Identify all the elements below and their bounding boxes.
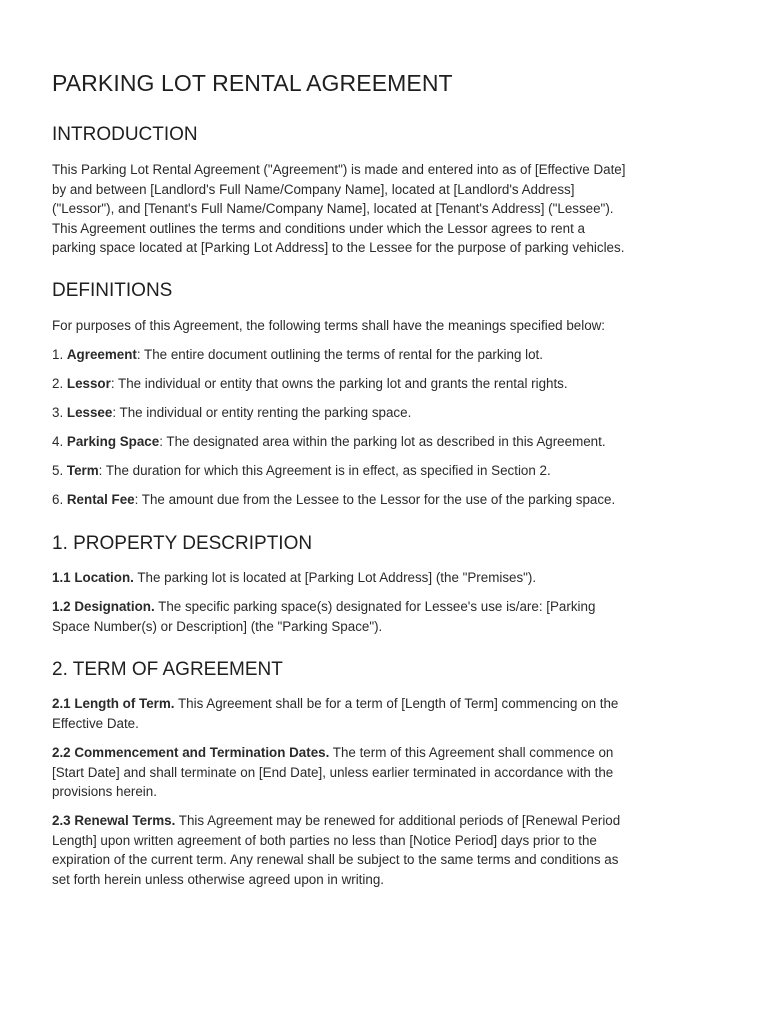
definition-number: 6. (52, 492, 67, 507)
term-of-agreement-heading: 2. TERM OF AGREEMENT (52, 659, 283, 680)
definition-item (52, 490, 718, 510)
clause-text: The parking lot is located at [Parking Lot Address] (the "Premises"). (133, 570, 537, 585)
definition-item (52, 403, 718, 423)
clause-label: 2.3 Renewal Terms. (52, 813, 176, 828)
clause-text: expiration of the current term. Any renewal shall be subject to the same terms and conditions as (52, 852, 619, 868)
clause-text: This Agreement may be renewed for additional periods of [Renewal Period (175, 813, 621, 828)
clause-1-2 (52, 597, 718, 636)
clause-text: Effective Date. (52, 715, 139, 731)
definitions-heading: DEFINITIONS (52, 280, 173, 301)
definition-number: 4. (52, 434, 67, 449)
definition-term: Lessor (66, 376, 111, 391)
clause-text: Length] upon written agreement of both parties no less than [Notice Period] days prior to the (52, 832, 597, 848)
introduction-line: by and between [Landlord's Full Name/Company Name], located at [Landlord's Address] (52, 181, 575, 197)
clause-text: set forth herein unless otherwise agreed upon in writing. (52, 871, 384, 887)
clause-label: 2.1 Length of Term. (52, 696, 175, 711)
definition-term: Agreement (66, 347, 137, 362)
definition-term: Rental Fee (66, 492, 135, 507)
definition-number: 1. (52, 347, 67, 362)
definition-text: : The individual or entity that owns the parking lot and grants the rental rights. (110, 376, 568, 391)
definition-number: 2. (52, 376, 67, 391)
property-description-heading: 1. PROPERTY DESCRIPTION (52, 533, 313, 554)
introduction-line: This Parking Lot Rental Agreement ("Agreement") is made and entered into as of [Effective Date] (52, 162, 626, 177)
definition-text: : The entire document outlining the terms of rental for the parking lot. (136, 347, 544, 362)
clause-label: 1.2 Designation. (52, 599, 155, 614)
definition-text: : The individual or entity renting the parking space. (112, 405, 412, 420)
introduction-line: This Agreement outlines the terms and conditions under which the Lessor agrees to rent a (52, 220, 585, 236)
definition-number: 3. (52, 405, 67, 420)
introduction-line: ("Lessor"), and [Tenant's Full Name/Company Name], located at [Tenant's Address] ("Lessee"). (52, 201, 614, 217)
definition-item (52, 432, 718, 452)
definition-text: : The designated area within the parking lot as described in this Agreement. (159, 434, 606, 449)
definition-term: Term (66, 463, 99, 478)
definition-term: Parking Space (66, 434, 160, 449)
definition-item (52, 345, 718, 365)
definitions-intro: For purposes of this Agreement, the following terms shall have the meanings specified below: (52, 318, 606, 333)
definition-text: : The amount due from the Lessee to the Lessor for the use of the parking space. (134, 492, 616, 507)
clause-text: The specific parking space(s) designated for Lessee's use is/are: [Parking (154, 599, 596, 614)
clause-text: [Start Date] and shall terminate on [End Date], unless earlier terminated in accordance with the (52, 764, 614, 780)
definition-text: : The duration for which this Agreement is in effect, as specified in Section 2. (98, 463, 551, 478)
clause-label: 2.2 Commencement and Termination Dates. (52, 745, 330, 760)
introduction-paragraph (52, 160, 718, 258)
clause-text: Space Number(s) or Description] (the "Parking Space"). (52, 618, 383, 634)
clause-2-2 (52, 743, 718, 802)
clause-text: provisions herein. (52, 784, 157, 800)
clause-text: This Agreement shall be for a term of [Length of Term] commencing on the (174, 696, 619, 711)
clause-1-1 (52, 568, 718, 588)
clause-2-3 (52, 811, 718, 889)
introduction-heading: INTRODUCTION (52, 124, 198, 145)
definition-term: Lessee (66, 405, 113, 420)
definition-number: 5. (52, 463, 67, 478)
clause-label: 1.1 Location. (52, 570, 134, 585)
definition-item (52, 461, 718, 481)
introduction-line: parking space located at [Parking Lot Address] to the Lessee for the purpose of parking vehicles. (52, 240, 625, 256)
clause-2-1 (52, 694, 718, 733)
clause-text: The term of this Agreement shall commence on (329, 745, 614, 760)
document-title: PARKING LOT RENTAL AGREEMENT (52, 70, 453, 96)
definition-item (52, 374, 718, 394)
